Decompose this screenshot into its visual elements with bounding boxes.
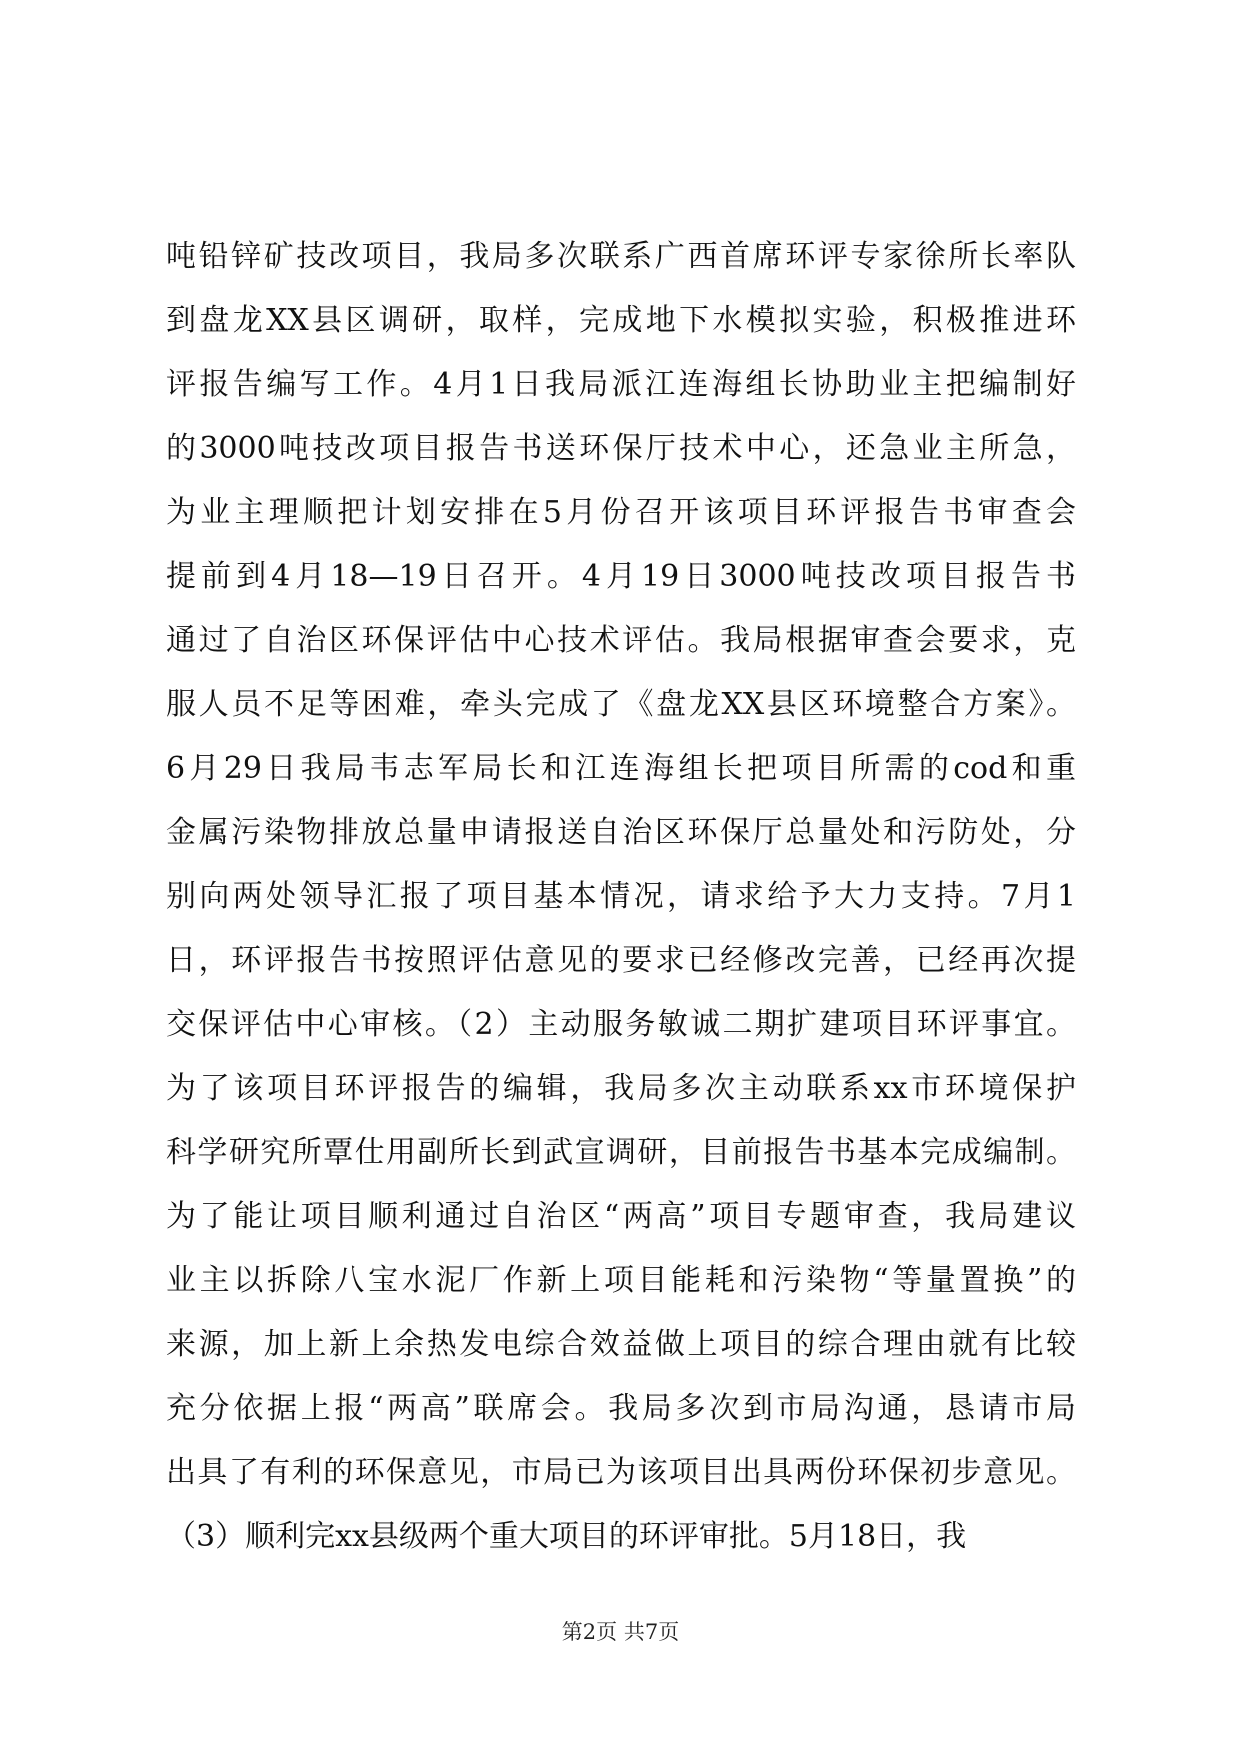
text-line: 到盘龙XX县区调研，取样，完成地下水模拟实验，积极推进环 [166, 303, 1076, 338]
text-line: 业主以拆除八宝水泥厂作新上项目能耗和污染物“等量置换”的 [166, 1263, 1076, 1298]
page-footer: 第2页 共7页 [561, 1620, 680, 1644]
text-line: 通过了自治区环保评估中心技术评估。我局根据审查会要求，克 [166, 623, 1076, 658]
text-line: 充分依据上报“两高”联席会。我局多次到市局沟通，恳请市局 [166, 1391, 1076, 1426]
text-line: 别向两处领导汇报了项目基本情况，请求给予大力支持。7月1 [166, 879, 1076, 914]
text-line: 科学研究所覃仕用副所长到武宣调研，目前报告书基本完成编制。 [166, 1135, 1076, 1170]
text-line: 日，环评报告书按照评估意见的要求已经修改完善，已经再次提 [166, 943, 1076, 978]
text-line: 为业主理顺把计划安排在5月份召开该项目环评报告书审查会 [166, 495, 1076, 530]
text-line: 的3000吨技改项目报告书送环保厅技术中心，还急业主所急， [166, 431, 1076, 466]
text-line: 评报告编写工作。4月1日我局派江连海组长协助业主把编制好 [166, 367, 1076, 402]
text-line: 6月29日我局韦志军局长和江连海组长把项目所需的cod和重 [166, 751, 1076, 786]
text-line: 为了能让项目顺利通过自治区“两高”项目专题审查，我局建议 [166, 1199, 1076, 1234]
text-line: 出具了有利的环保意见，市局已为该项目出具两份环保初步意见。 [166, 1455, 1076, 1490]
text-line: 来源，加上新上余热发电综合效益做上项目的综合理由就有比较 [166, 1327, 1076, 1362]
text-line: 交保评估中心审核。（2）主动服务敏诚二期扩建项目环评事宜。 [166, 1007, 1076, 1042]
text-line: （3）顺利完xx县级两个重大项目的环评审批。5月18日，我 [166, 1519, 967, 1554]
text-line: 提前到4月18—19日召开。4月19日3000吨技改项目报告书 [166, 559, 1076, 594]
text-line: 吨铅锌矿技改项目，我局多次联系广西首席环评专家徐所长率队 [166, 239, 1076, 274]
text-line: 金属污染物排放总量申请报送自治区环保厅总量处和污防处，分 [166, 815, 1076, 850]
body-text [166, 225, 1076, 1569]
text-line: 为了该项目环评报告的编辑，我局多次主动联系xx市环境保护 [166, 1071, 1076, 1106]
text-line: 服人员不足等困难，牵头完成了《盘龙XX县区环境整合方案》。 [166, 687, 1076, 722]
